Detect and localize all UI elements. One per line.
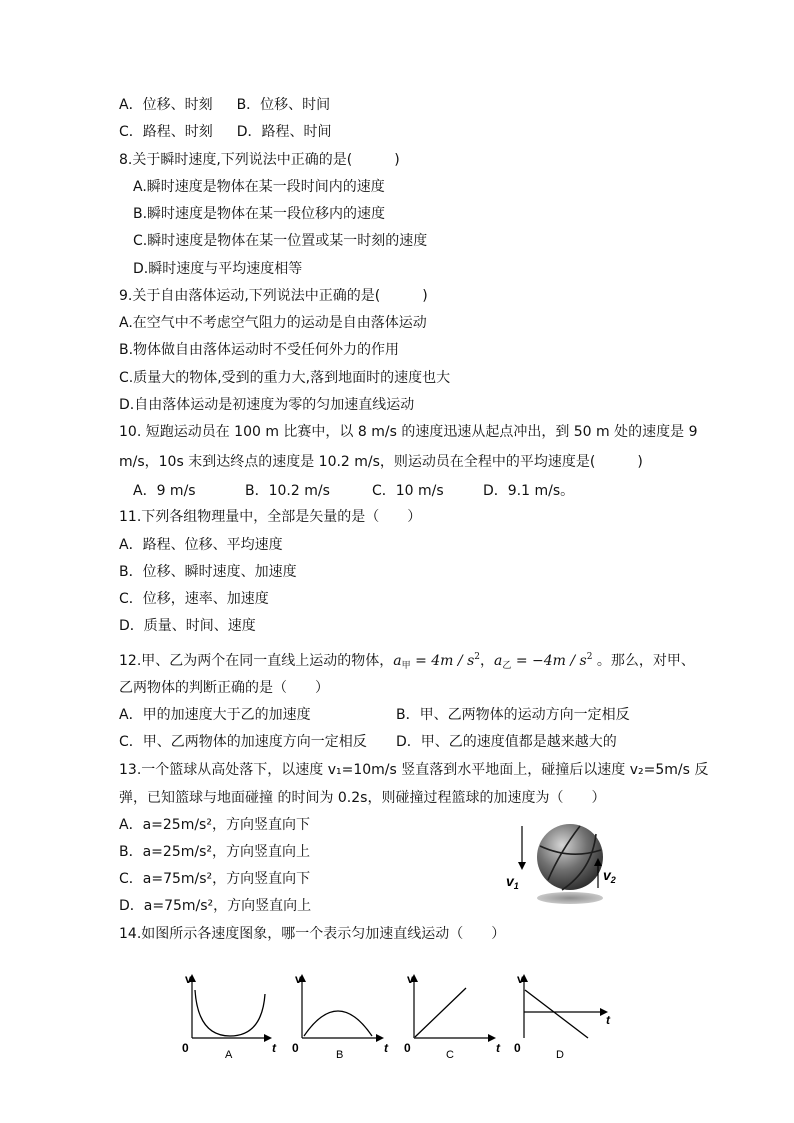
graph-b-origin: 0: [292, 1041, 299, 1055]
graph-a: [182, 972, 277, 1061]
graph-d-t-label: t: [606, 1013, 610, 1027]
graph-c-line: [415, 988, 466, 1037]
q10-option-b: B．10.2 m/s: [245, 483, 330, 499]
q11-option-a: A．路程、位移、平均速度: [119, 537, 283, 553]
q7-option-c: C．路程、时刻: [119, 124, 213, 140]
velocity-graphs: [170, 966, 630, 1066]
q12-option-d: D．甲、乙的速度值都是越来越大的: [396, 734, 617, 750]
q11-option-d: D．质量、时间、速度: [119, 618, 256, 634]
q10-option-d: D．9.1 m/s。: [483, 483, 575, 499]
q12-options-row-1: [119, 706, 630, 724]
q11-stem: 11.下列各组物理量中，全部是矢量的是（ ）: [119, 509, 422, 525]
q10-option-c: C．10 m/s: [372, 483, 444, 499]
graph-c-v-label: v: [407, 972, 414, 986]
q12-stem-line-1: [119, 648, 695, 675]
graph-c-label: C: [446, 1049, 454, 1061]
graph-b-v-label: v: [295, 972, 302, 986]
q10-stem-line-2: m/s，10s 末到达终点的速度是 10.2 m/s，则运动员在全程中的平均速度是( ): [119, 454, 643, 470]
graph-a-v-label: v: [185, 972, 192, 986]
q7-options-row-1: [119, 96, 330, 114]
q12-stem-prefix: 12.甲、乙为两个在同一直线上运动的物体，: [119, 653, 394, 669]
q12-stem-suffix: 。那么，对甲、: [592, 653, 695, 669]
v1-label: $v_1$: [506, 873, 519, 891]
q14-stem: 14.如图所示各速度图象，哪一个表示匀加速直线运动（ ）: [119, 926, 506, 942]
q12-option-b: B．甲、乙两物体的运动方向一定相反: [396, 707, 630, 723]
graph-d-line: [525, 990, 588, 1038]
graph-b-label: B: [336, 1049, 344, 1061]
q12-stem-line-2: 乙两物体的判断正确的是（ ）: [119, 680, 329, 696]
q10-stem-line-1: 10. 短跑运动员在 100 m 比赛中，以 8 m/s 的速度迅速从起点冲出，到 50 m 处的速度是 9: [119, 424, 698, 440]
q12-option-c: C．甲、乙两物体的加速度方向一定相反: [119, 734, 367, 750]
q8-option-a: A.瞬时速度是物体在某一段时间内的速度: [133, 179, 385, 195]
q13-option-b: B．a=25m/s²，方向竖直向上: [119, 844, 310, 860]
q10-option-a: A．9 m/s: [133, 483, 196, 499]
q7-option-b: B．位移、时间: [236, 97, 331, 113]
ball-shadow: [537, 892, 603, 904]
q12-option-a: A．甲的加速度大于乙的加速度: [119, 707, 311, 723]
graph-a-origin: 0: [182, 1041, 189, 1055]
q12-formula-a-yi: $a_乙 = -4m / s^2$: [494, 652, 593, 671]
q12-separator: ，: [480, 653, 494, 669]
basketball-figure: [500, 822, 630, 912]
basketball: [537, 824, 603, 890]
q8-stem: 8.关于瞬时速度,下列说法中正确的是( ): [119, 152, 400, 168]
q13-option-d: D．a=75m/s²，方向竖直向上: [119, 898, 312, 914]
q9-option-d: D.自由落体运动是初速度为零的匀加速直线运动: [119, 397, 415, 413]
graph-b-t-label: t: [384, 1041, 388, 1055]
graph-a-label: A: [225, 1049, 233, 1061]
q9-stem: 9.关于自由落体运动,下列说法中正确的是( ): [119, 288, 428, 304]
graph-b-curve: [304, 1011, 372, 1036]
q7-options-row-2: [119, 123, 332, 141]
v1-arrow: [518, 826, 526, 870]
graph-d-label: D: [556, 1049, 564, 1061]
q9-option-b: B.物体做自由落体运动时不受任何外力的作用: [119, 342, 400, 358]
q8-option-b: B.瞬时速度是物体在某一段位移内的速度: [133, 206, 386, 222]
q12-formula-a-jia: $a_甲 = 4m / s^2$: [393, 652, 480, 671]
graph-c-t-label: t: [496, 1041, 500, 1055]
q11-option-b: B．位移、瞬时速度、加速度: [119, 564, 297, 580]
graph-d-v-label: v: [517, 972, 524, 986]
q7-option-d: D．路程、时间: [236, 124, 332, 140]
graph-c: [404, 972, 501, 1061]
graph-a-t-label: t: [272, 1041, 276, 1055]
graph-b: [292, 972, 389, 1061]
q8-option-d: D.瞬时速度与平均速度相等: [133, 261, 303, 277]
graph-a-curve: [195, 990, 265, 1036]
graph-d: [514, 972, 611, 1061]
q9-option-c: C.质量大的物体,受到的重力大,落到地面时的速度也大: [119, 370, 451, 386]
graph-d-origin: 0: [514, 1041, 521, 1055]
q13-stem-line-1: 13.一个篮球从高处落下，以速度 v₁=10m/s 竖直落到水平地面上，碰撞后以速度 v₂=5m/s 反: [119, 762, 709, 778]
q13-option-a: A．a=25m/s²，方向竖直向下: [119, 817, 310, 833]
q8-option-c: C.瞬时速度是物体在某一位置或某一时刻的速度: [133, 233, 428, 249]
q13-stem-line-2: 弹，已知篮球与地面碰撞 的时间为 0.2s，则碰撞过程篮球的加速度为（ ）: [119, 790, 606, 806]
q11-option-c: C．位移，速率、加速度: [119, 591, 269, 607]
q13-option-c: C．a=75m/s²，方向竖直向下: [119, 871, 311, 887]
q12-options-row-2: [119, 733, 617, 751]
graph-c-origin: 0: [404, 1041, 411, 1055]
q9-option-a: A.在空气中不考虑空气阻力的运动是自由落体运动: [119, 315, 427, 331]
q7-option-a: A．位移、时刻: [119, 97, 213, 113]
v2-label: $v_2$: [603, 867, 616, 885]
